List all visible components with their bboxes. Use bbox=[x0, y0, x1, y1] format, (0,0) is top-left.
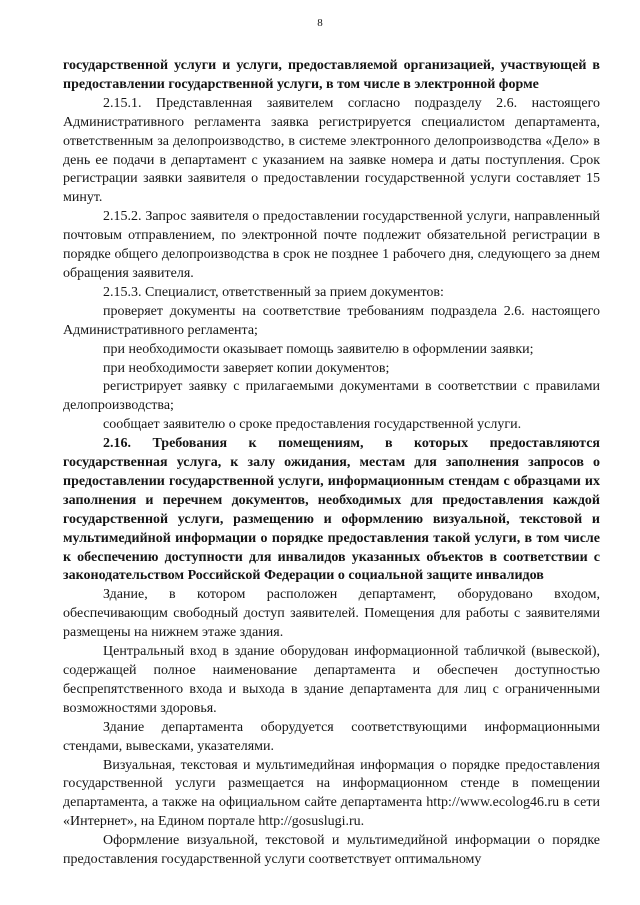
paragraph-2-15-3: 2.15.3. Специалист, ответственный за прием документов: bbox=[103, 284, 444, 300]
paragraph-stands: Здание департамента оборудуется соответствующими информационными стендами, вывесками, указателями. bbox=[63, 719, 600, 754]
paragraph-information: Визуальная, текстовая и мультимедийная информация о порядке предоставления государственной услуги размещается на информационном стенде в помещении департамента, а также на официальном сайте департамента http://www.ecolog46.ru в сети «Интернет», на Едином портале http://gosuslugi.ru. bbox=[63, 757, 600, 830]
list-item-help-filling: при необходимости оказывает помощь заявителю в оформлении заявки; bbox=[103, 341, 534, 357]
list-item-inform-deadline: сообщает заявителю о сроке предоставления государственной услуги. bbox=[103, 417, 522, 433]
page-number: 8 bbox=[317, 17, 323, 29]
document-body bbox=[63, 57, 600, 870]
list-item-check-documents: проверяет документы на соответствие требованиям подраздела 2.6. настоящего Административного регламента; bbox=[63, 303, 600, 338]
paragraph-2-15-1: 2.15.1. Представленная заявителем согласно подразделу 2.6. настоящего Административного регламента заявка регистрируется специалистом департамента, ответственным за делопроизводство, в системе электронного делопроизводства «Дело» в день ее подачи в департамент с указанием на заявке номера и даты поступления. Срок регистрации заявки заявителя о предоставлении государственной услуги составляет 15 минут. bbox=[63, 95, 600, 206]
list-item-register-request: регистрирует заявку с прилагаемыми документами в соответствии с правилами делопроизводства; bbox=[63, 379, 600, 414]
section-heading-2-16: 2.16. Требования к помещениям, в которых предоставляются государственная услуга, к залу ожидания, местам для заполнения запросов о предоставлении государственной услуги, информационным стендам с образцами их заполнения и перечнем документов, необходимых для предоставления каждой государственной услуги, размещению и оформлению визуальной, текстовой и мультимедийной информации о порядке предоставления такой услуги, в том числе к обеспечению доступности для инвалидов указанных объектов в соответствии с законодательством Российской Федерации о социальной защите инвалидов bbox=[63, 436, 600, 584]
paragraph-entrance: Центральный вход в здание оборудован информационной табличкой (вывеской), содержащей полное наименование департамента и обеспечен доступностью беспрепятственного входа и выхода в здание департамента для лиц с ограниченными возможностями здоровья. bbox=[63, 644, 600, 716]
section-heading-continuation: государственной услуги и услуги, предоставляемой организацией, участвующей в предоставлении государственной услуги, в том числе в электронной форме bbox=[63, 58, 600, 92]
paragraph-building: Здание, в котором расположен департамент, оборудовано входом, обеспечивающим свободный доступ заявителей. Помещения для работы с заявителями размещены на нижнем этаже здания. bbox=[63, 587, 600, 641]
paragraph-2-15-2: 2.15.2. Запрос заявителя о предоставлении государственной услуги, направленный почтовым отправлением, по электронной почте подлежит обязательной регистрации в порядке общего делопроизводства в срок не позднее 1 рабочего дня, следующего за днем обращения заявителя. bbox=[63, 209, 600, 281]
list-item-certify-copies: при необходимости заверяет копии документов; bbox=[103, 360, 390, 376]
paragraph-design: Оформление визуальной, текстовой и мультимедийной информации о порядке предоставления государственной услуги соответствует оптимальному bbox=[63, 833, 600, 868]
